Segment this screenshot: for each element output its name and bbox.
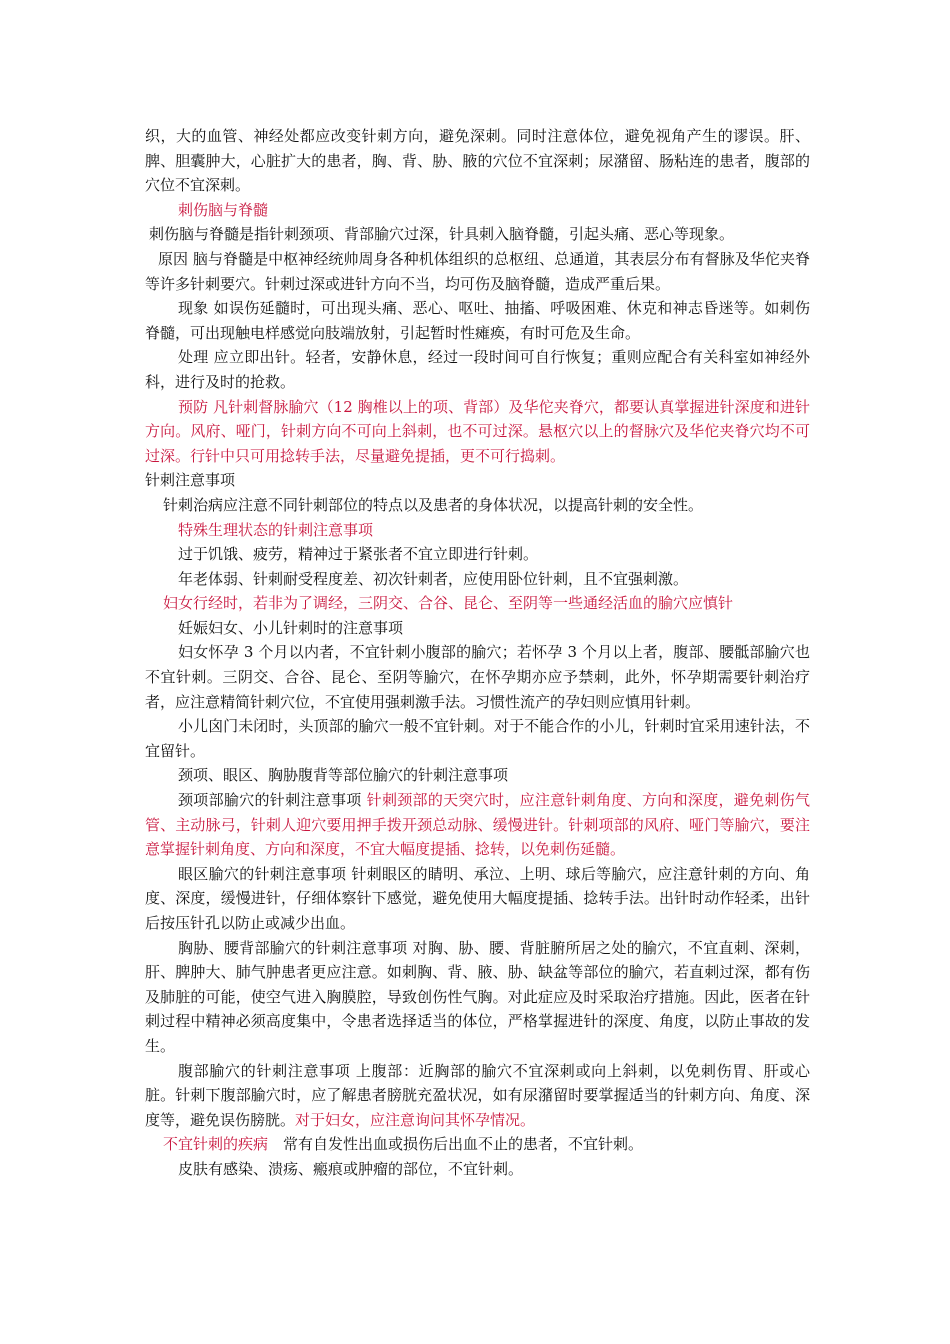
- body-text: 原因 脑与脊髓是中枢神经统帅周身各种机体组织的总枢纽、总通道，其表层分布有督脉及华佗夹脊等许多针刺要穴。针刺过深或进针方向不当，均可伤及脑脊髓，造成严重后果。: [145, 249, 810, 293]
- body-text: 妊娠妇女、小儿针刺时的注意事项: [178, 618, 404, 637]
- highlighted-text: 刺伤脑与脊髓: [178, 200, 269, 219]
- paragraph: [145, 493, 810, 518]
- paragraph: [145, 296, 810, 345]
- highlighted-text: 针刺颈部的天突穴时，应注意针刺角度、方向和深度，避免刺伤气管、主动脉弓，针刺人迎穴要用押手拨开颈总动脉、缓慢进针。针刺项部的风府、哑门等腧穴，要注意掌握针刺角度、方向和深度，不宜大幅度提插、捻转，以免刺伤延髓。: [145, 791, 810, 859]
- paragraph: [145, 591, 810, 616]
- paragraph: [145, 936, 810, 1059]
- highlighted-text: 预防 凡针刺督脉腧穴（12 胸椎以上的项、背部）及华佗夹脊穴，都要认真掌握进针深度和进针方向。风府、哑门，针刺方向不可向上斜刺，也不可过深。悬枢穴以上的督脉穴及华佗夹脊穴均不可过深。行针中只可用捻转手法，尽量避免提插，更不可行捣刺。: [145, 397, 810, 465]
- body-text: 腹部腧穴的针刺注意事项 上腹部：近胸部的腧穴不宜深刺或向上斜刺，以免刺伤胃、肝或心脏。针刺下腹部腧穴时，应了解患者膀胱充盈状况，如有尿潴留时要掌握适当的针刺方向、角度、深度等，避免误伤膀胱。: [145, 1061, 810, 1129]
- paragraph: [145, 763, 810, 788]
- highlighted-text: 特殊生理状态的针刺注意事项: [178, 520, 374, 539]
- body-text: 颈项、眼区、胸胁腹背等部位腧穴的针刺注意事项: [178, 766, 509, 785]
- body-text: 颈项部腧穴的针刺注意事项: [178, 791, 367, 810]
- paragraph: [145, 542, 810, 567]
- paragraph: [145, 222, 810, 247]
- body-text: 常有自发性出血或损伤后出血不止的患者，不宜针刺。: [268, 1135, 644, 1154]
- paragraph: [145, 1157, 810, 1182]
- paragraph: [145, 567, 810, 592]
- body-text: 针刺注意事项: [145, 471, 236, 490]
- paragraph: [145, 862, 810, 936]
- paragraph: [145, 616, 810, 641]
- paragraph: [145, 395, 810, 469]
- paragraph: [145, 468, 810, 493]
- body-text: 过于饥饿、疲劳，精神过于紧张者不宜立即进行针刺。: [178, 545, 539, 564]
- body-text: 小儿囟门未闭时，头顶部的腧穴一般不宜针刺。对于不能合作的小儿，针刺时宜采用速针法，不宜留针。: [145, 717, 810, 760]
- highlighted-text: 妇女行经时，若非为了调经，三阴交、合谷、昆仑、至阴等一些通经活血的腧穴应慎针: [163, 594, 734, 613]
- body-text: 针刺治病应注意不同针刺部位的特点以及患者的身体状况，以提高针刺的安全性。: [163, 495, 704, 514]
- paragraph: [145, 518, 810, 543]
- body-text: 年老体弱、针刺耐受程度差、初次针刺者，应使用卧位针刺，且不宜强刺激。: [178, 569, 689, 588]
- body-text: 皮肤有感染、溃疡、瘢痕或肿瘤的部位，不宜针刺。: [178, 1159, 524, 1178]
- body-text: 妇女怀孕 3 个月以内者，不宜针刺小腹部的腧穴；若怀孕 3 个月以上者，腹部、腰骶部腧穴也不宜针刺。三阴交、合谷、昆仑、至阴等腧穴，在怀孕期亦应予禁刺，此外，怀孕期需要针刺治疗者，应注意精简针刺穴位，不宜使用强刺激手法。习惯性流产的孕妇则应慎用针刺。: [145, 643, 810, 711]
- paragraph: [145, 124, 810, 198]
- paragraph: [145, 714, 810, 763]
- body-text: 处理 应立即出针。轻者，安静休息，经过一段时间可自行恢复；重则应配合有关科室如神经外科，进行及时的抢救。: [145, 348, 810, 391]
- body-text: 眼区腧穴的针刺注意事项 针刺眼区的睛明、承泣、上明、球后等腧穴，应注意针刺的方向、角度、深度，缓慢进针，仔细体察针下感觉，避免使用大幅度提插、捻转手法。出针时动作轻柔，出针后按压针孔以防止或减少出血。: [145, 864, 810, 932]
- paragraph: [145, 640, 810, 714]
- body-text: 织，大的血管、神经处都应改变针刺方向，避免深刺。同时注意体位，避免视角产生的谬误。肝、脾、胆囊肿大，心脏扩大的患者，胸、背、胁、腋的穴位不宜深刺；尿潴留、肠粘连的患者，腹部的穴位不宜深刺。: [145, 127, 810, 195]
- paragraph: [145, 788, 810, 862]
- paragraph: [145, 198, 810, 223]
- highlighted-text: 不宜针刺的疾病: [163, 1135, 269, 1154]
- highlighted-text: 对于妇女，应注意询问其怀孕情况。: [295, 1110, 536, 1129]
- paragraph: [145, 345, 810, 394]
- paragraph: [145, 1059, 810, 1133]
- paragraph: [145, 1132, 810, 1157]
- paragraph: [145, 247, 810, 296]
- body-text: 刺伤脑与脊髓是指针刺颈项、背部腧穴过深，针具刺入脑脊髓，引起头痛、恶心等现象。: [149, 225, 735, 244]
- document-page: [145, 124, 810, 1182]
- body-text: 现象 如误伤延髓时，可出现头痛、恶心、呕吐、抽搐、呼吸困难、休克和神志昏迷等。如刺伤脊髓，可出现触电样感觉向肢端放射，引起暂时性瘫痪，有时可危及生命。: [145, 299, 810, 342]
- body-text: 胸胁、腰背部腧穴的针刺注意事项 对胸、胁、腰、背脏腑所居之处的腧穴，不宜直刺、深刺，肝、脾肿大、肺气肿患者更应注意。如刺胸、背、腋、胁、缺盆等部位的腧穴，若直刺过深，都有伤及肺脏的可能，使空气进入胸膜腔，导致创伤性气胸。对此症应及时采取治疗措施。因此，医者在针刺过程中精神必须高度集中，令患者选择适当的体位，严格掌握进针的深度、角度，以防止事故的发生。: [145, 938, 810, 1055]
